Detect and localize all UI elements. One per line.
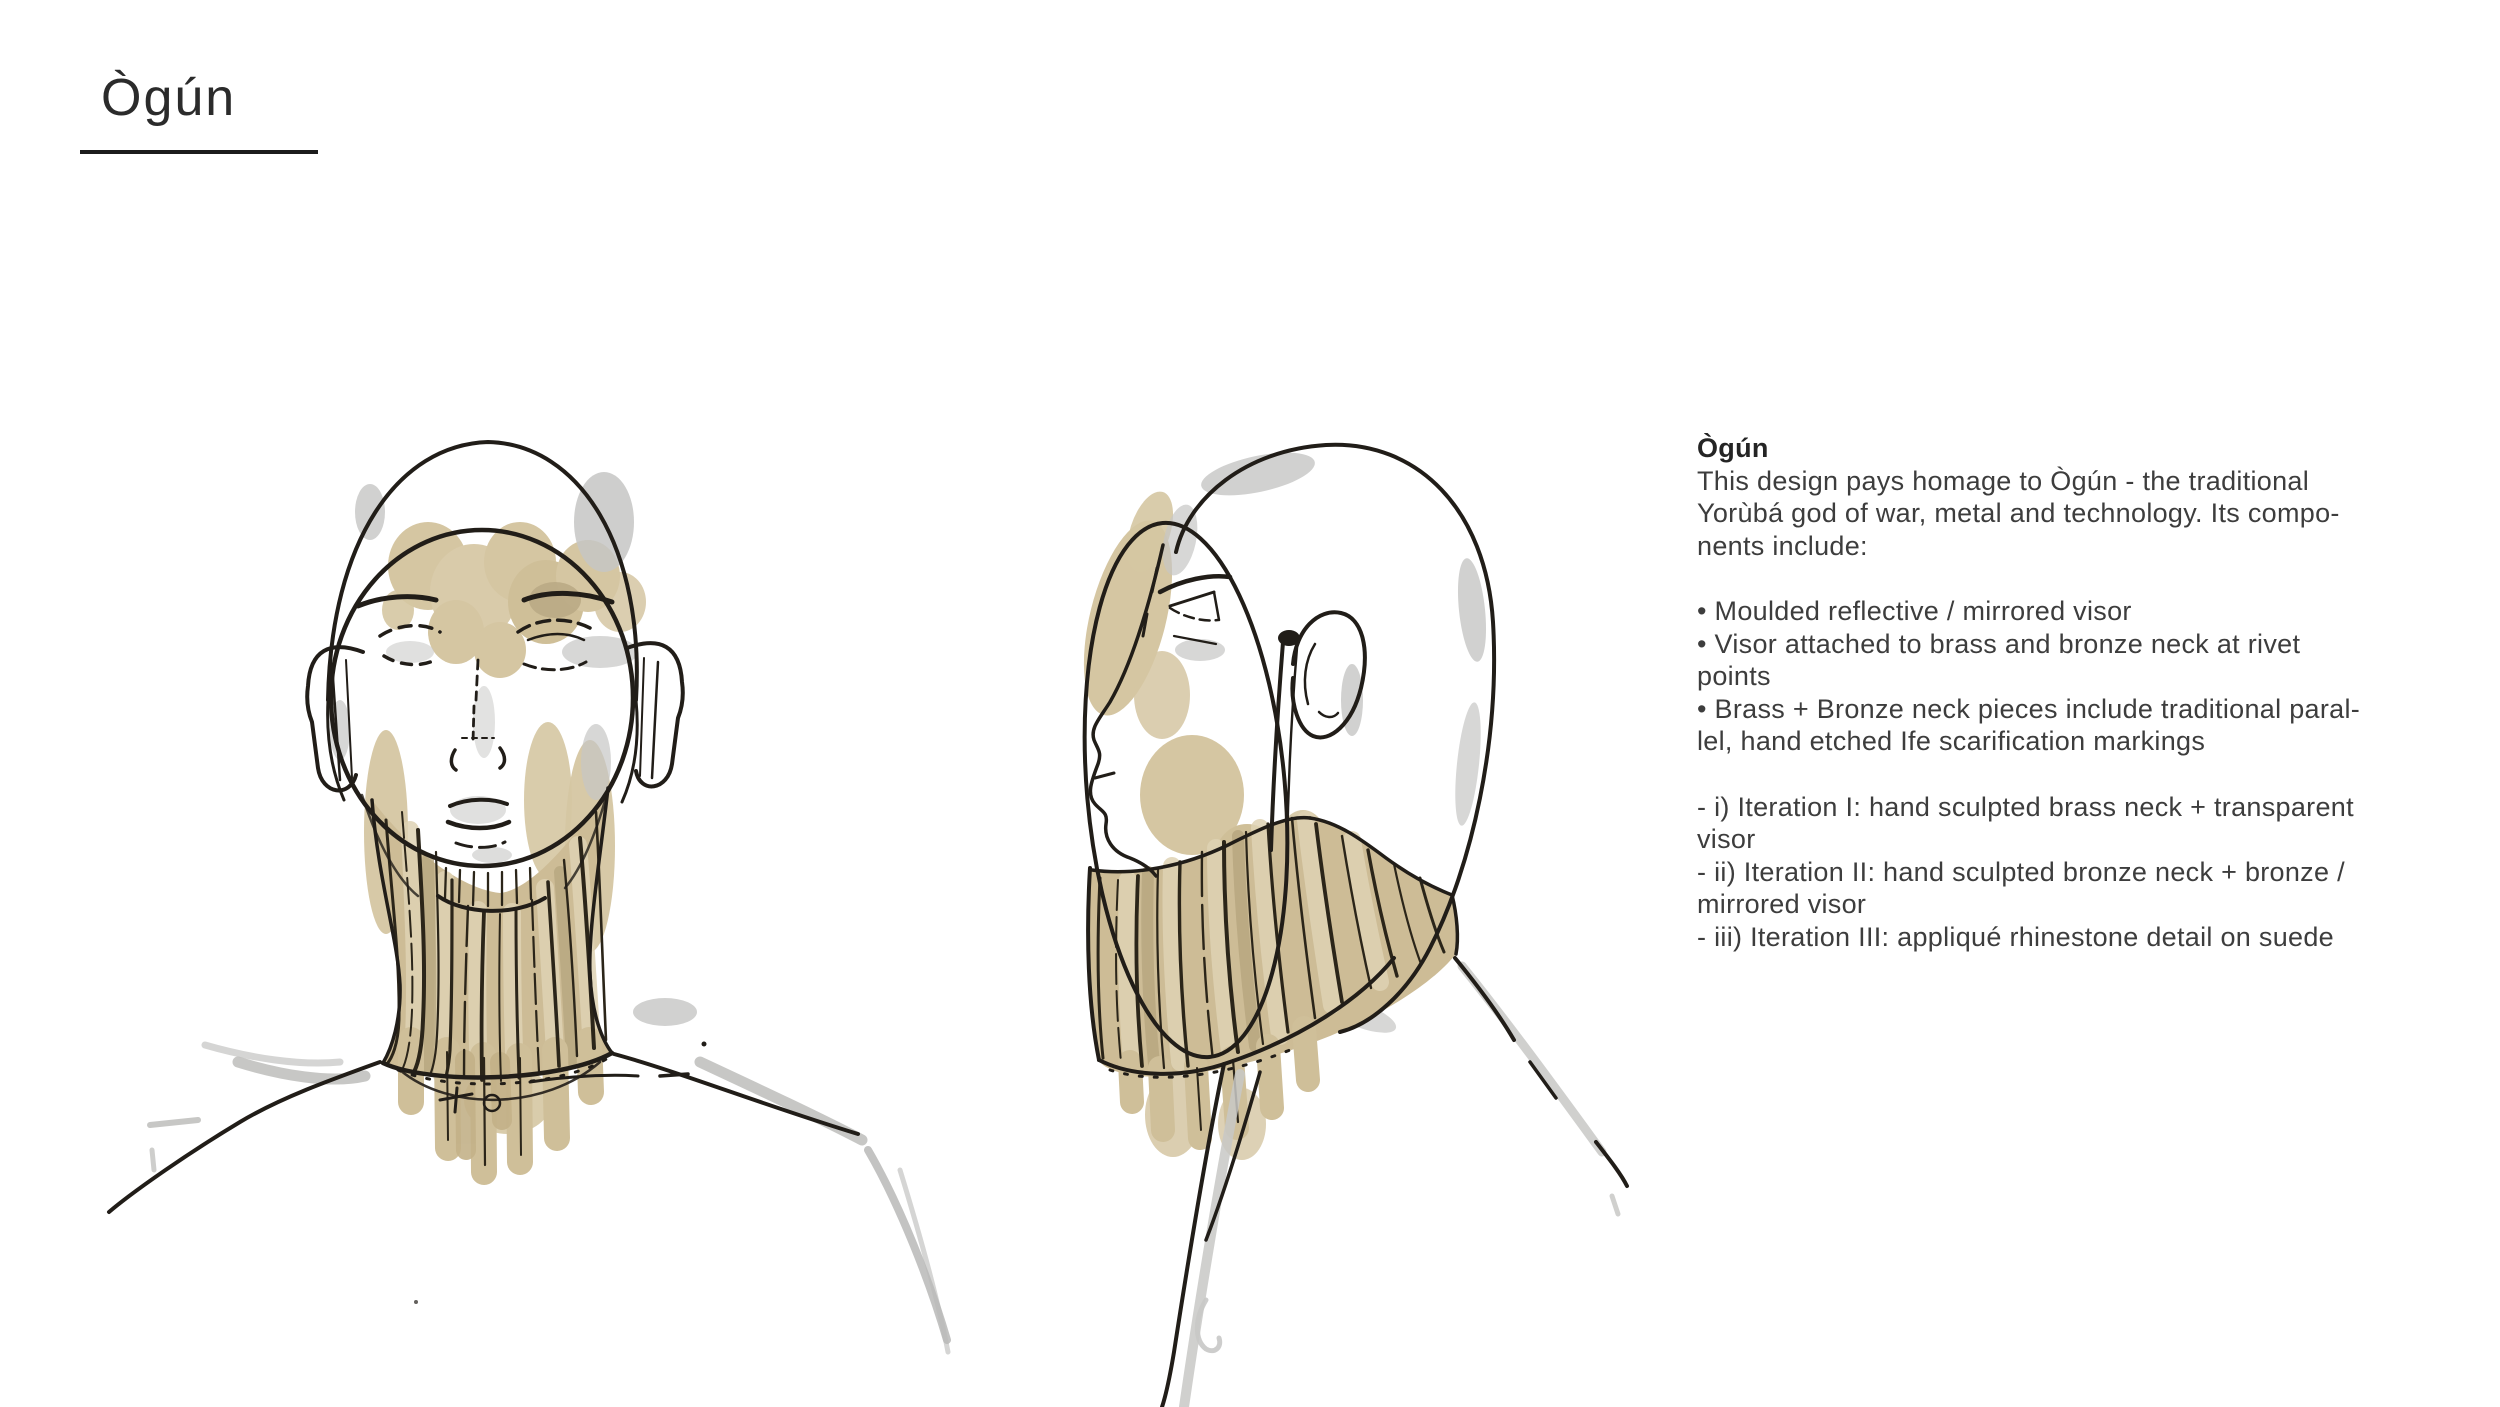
profile-view-sketch: [1020, 425, 1670, 1407]
description-line: • Moulded reflective / mirrored visor: [1697, 595, 2132, 626]
title-underline: [80, 150, 318, 154]
description-line: This design pays homage to Ògún - the traditional: [1697, 465, 2310, 496]
description-line: visor: [1697, 824, 1756, 855]
description-line: points: [1697, 661, 1771, 692]
description-line: mirrored visor: [1697, 889, 1867, 920]
description-line: • Brass + Bronze neck pieces include traditional paral-: [1697, 693, 2361, 724]
description-line: • Visor attached to brass and bronze neck at rivet: [1697, 628, 2301, 659]
profile-eye: [1170, 592, 1219, 644]
description-line: [1697, 758, 2487, 791]
description-line: - i) Iteration I: hand sculpted brass neck + transparent: [1697, 791, 2354, 822]
description-line: lel, hand etched Ife scarification markings: [1697, 726, 2206, 757]
description-line: [1697, 562, 2487, 595]
page-title: Ògún: [101, 69, 237, 127]
description-block: [1697, 432, 2487, 954]
description-line: - iii) Iteration III: appliqué rhinestone detail on suede: [1697, 921, 2334, 952]
title-block: [101, 69, 237, 127]
description-line: nents include:: [1697, 530, 1868, 561]
description-line: Yorùbá god of war, metal and technology. Its compo-: [1697, 498, 2340, 529]
description-heading: Ògún: [1697, 433, 1769, 463]
front-view-sketch: [60, 430, 960, 1407]
description-line: - ii) Iteration II: hand sculpted bronze neck + bronze /: [1697, 856, 2345, 887]
